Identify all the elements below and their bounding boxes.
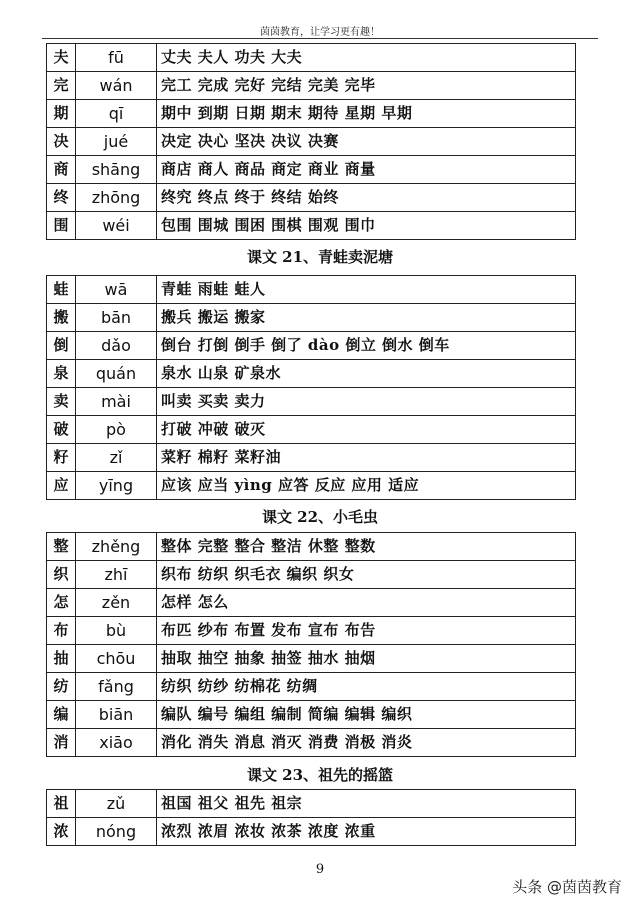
pinyin-cell: quán [76, 360, 157, 388]
vocab-row [47, 44, 576, 72]
pinyin-cell: wā [76, 276, 157, 304]
vocab-row [47, 276, 576, 304]
words-cell: 青蛙 雨蛙 蛙人 [157, 276, 576, 304]
pinyin-cell: yīng [76, 472, 157, 500]
lesson-title-23: 课文 23、祖先的摇篮 [246, 766, 394, 784]
words-cell: 搬兵 搬运 搬家 [157, 304, 576, 332]
words-cell: 完工 完成 完好 完结 完美 完毕 [157, 72, 576, 100]
vocab-row [47, 416, 576, 444]
words-cell: 叫卖 买卖 卖力 [157, 388, 576, 416]
character-cell: 泉 [47, 360, 76, 388]
words-cell: 菜籽 棉籽 菜籽油 [157, 444, 576, 472]
vocab-row [47, 561, 576, 589]
vocab-row [47, 184, 576, 212]
character-cell: 商 [47, 156, 76, 184]
words-cell: 倒台 打倒 倒手 倒了 dào 倒立 倒水 倒车 [157, 332, 576, 360]
character-cell: 怎 [47, 589, 76, 617]
vocab-row [47, 818, 576, 846]
character-cell: 破 [47, 416, 76, 444]
pinyin-cell: zhěng [76, 533, 157, 561]
page-number: 9 [315, 862, 325, 877]
character-cell: 整 [47, 533, 76, 561]
words-cell: 怎样 怎么 [157, 589, 576, 617]
pinyin-cell: bān [76, 304, 157, 332]
character-cell: 完 [47, 72, 76, 100]
vocab-table-lesson-21 [46, 275, 576, 500]
character-cell: 蛙 [47, 276, 76, 304]
vocab-row [47, 589, 576, 617]
pinyin-cell: pò [76, 416, 157, 444]
pinyin-cell: fǎng [76, 673, 157, 701]
vocab-row [47, 617, 576, 645]
character-cell: 编 [47, 701, 76, 729]
pinyin-cell: zǐ [76, 444, 157, 472]
words-cell: 期中 到期 日期 期末 期待 星期 早期 [157, 100, 576, 128]
vocab-row [47, 128, 576, 156]
pinyin-cell: chōu [76, 645, 157, 673]
character-cell: 搬 [47, 304, 76, 332]
words-cell: 织布 纺织 织毛衣 编织 织女 [157, 561, 576, 589]
vocab-table-continued [46, 43, 576, 240]
words-cell: 包围 围城 围困 围棋 围观 围巾 [157, 212, 576, 240]
words-cell: 编队 编号 编组 编制 简编 编辑 编织 [157, 701, 576, 729]
words-cell: 打破 冲破 破灭 [157, 416, 576, 444]
vocab-row [47, 360, 576, 388]
character-cell: 浓 [47, 818, 76, 846]
vocab-row [47, 156, 576, 184]
lesson-title-22: 课文 22、小毛虫 [261, 508, 379, 526]
pinyin-cell: wán [76, 72, 157, 100]
pinyin-cell: fū [76, 44, 157, 72]
pinyin-cell: xiāo [76, 729, 157, 757]
character-cell: 围 [47, 212, 76, 240]
words-cell: 终究 终点 终于 终结 始终 [157, 184, 576, 212]
words-cell: 祖国 祖父 祖先 祖宗 [157, 790, 576, 818]
vocab-row [47, 533, 576, 561]
words-cell: 抽取 抽空 抽象 抽签 抽水 抽烟 [157, 645, 576, 673]
lesson-title-21: 课文 21、青蛙卖泥塘 [246, 248, 394, 266]
page-header: 茵茵教育，让学习更有趣！ [260, 27, 380, 38]
character-cell: 夫 [47, 44, 76, 72]
pinyin-cell: zǔ [76, 790, 157, 818]
pinyin-cell: bù [76, 617, 157, 645]
vocab-table-lesson-22 [46, 532, 576, 757]
character-cell: 祖 [47, 790, 76, 818]
vocab-row [47, 332, 576, 360]
watermark: 头条 @茵茵教育 [512, 878, 622, 896]
pinyin-cell: zhī [76, 561, 157, 589]
character-cell: 抽 [47, 645, 76, 673]
vocab-row [47, 790, 576, 818]
character-cell: 期 [47, 100, 76, 128]
pinyin-cell: wéi [76, 212, 157, 240]
character-cell: 织 [47, 561, 76, 589]
vocab-row [47, 444, 576, 472]
vocab-table-lesson-23 [46, 789, 576, 846]
character-cell: 应 [47, 472, 76, 500]
vocab-row [47, 673, 576, 701]
vocab-row [47, 304, 576, 332]
vocab-row [47, 212, 576, 240]
pinyin-cell: shāng [76, 156, 157, 184]
pinyin-cell: nóng [76, 818, 157, 846]
words-cell: 纺织 纺纱 纺棉花 纺绸 [157, 673, 576, 701]
vocab-row [47, 701, 576, 729]
pinyin-cell: jué [76, 128, 157, 156]
vocab-row [47, 72, 576, 100]
words-cell: 泉水 山泉 矿泉水 [157, 360, 576, 388]
words-cell: 浓烈 浓眉 浓妆 浓茶 浓度 浓重 [157, 818, 576, 846]
character-cell: 卖 [47, 388, 76, 416]
words-cell: 消化 消失 消息 消灭 消费 消极 消炎 [157, 729, 576, 757]
words-cell: 布匹 纱布 布置 发布 宣布 布告 [157, 617, 576, 645]
pinyin-cell: qī [76, 100, 157, 128]
pinyin-cell: zěn [76, 589, 157, 617]
vocab-row [47, 388, 576, 416]
pinyin-cell: mài [76, 388, 157, 416]
character-cell: 终 [47, 184, 76, 212]
vocab-row [47, 729, 576, 757]
vocab-row [47, 100, 576, 128]
character-cell: 纺 [47, 673, 76, 701]
words-cell: 决定 决心 坚决 决议 决赛 [157, 128, 576, 156]
pinyin-cell: zhōng [76, 184, 157, 212]
character-cell: 倒 [47, 332, 76, 360]
vocab-row [47, 645, 576, 673]
character-cell: 布 [47, 617, 76, 645]
words-cell: 商店 商人 商品 商定 商业 商量 [157, 156, 576, 184]
pinyin-cell: biān [76, 701, 157, 729]
vocab-row [47, 472, 576, 500]
words-cell: 丈夫 夫人 功夫 大夫 [157, 44, 576, 72]
pinyin-cell: dǎo [76, 332, 157, 360]
character-cell: 决 [47, 128, 76, 156]
words-cell: 整体 完整 整合 整洁 休整 整数 [157, 533, 576, 561]
header-rule [42, 38, 598, 39]
words-cell: 应该 应当 yìng 应答 反应 应用 适应 [157, 472, 576, 500]
character-cell: 籽 [47, 444, 76, 472]
character-cell: 消 [47, 729, 76, 757]
